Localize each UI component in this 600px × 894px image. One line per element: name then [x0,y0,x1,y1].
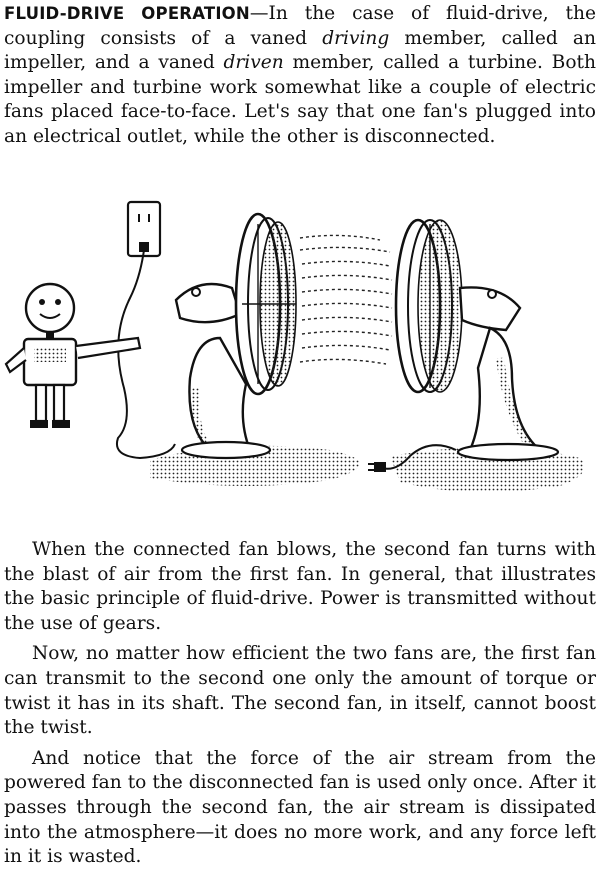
air-stream [300,235,392,364]
paragraph-3: And notice that the force of the air stream from the powered fan to the disconnected fan is used only once. After it passes through the second fan, the air stream is dissipated into the atmosphere—it does no more work, and any force left in it is wasted. [4,747,596,868]
intro-text-2: member, called an impeller, and a vaned [4,27,596,74]
driven-fan [368,220,558,472]
fans-illustration [0,188,600,528]
emphasis-driven: driven [223,52,284,74]
heading-dash: — [249,3,269,24]
mascot-figure [6,284,140,428]
wall-outlet [128,202,160,256]
paragraph-2: Now, no matter how efficient the two fans are, the first fan can transmit to the second one only the amount of torque or twist it has in its shaft. The second fan, in itself, cannot boost the twist. [4,643,596,739]
powered-fan [176,214,296,458]
body-text [4,538,596,876]
intro-paragraph [4,2,596,150]
paragraph-1: When the connected fan blows, the second fan turns with the blast of air from the first fan. In general, that illustrates the basic principle of fluid-drive. Power is transmitted without the use of gears. [4,539,596,634]
emphasis-driving: driving [322,27,390,49]
power-cord [117,250,175,458]
intro-text-3: member, called a turbine. Both impeller and turbine work somewhat like a couple of electric fans placed face-to-face. Let's say that one fan's plugged into an electrical outlet, while the other is disconnected. [4,52,596,147]
intro-text-1: In the case of fluid-drive, the coupling consists of a vaned [4,3,596,49]
section-heading: FLUID-DRIVE OPERATION [4,4,250,23]
